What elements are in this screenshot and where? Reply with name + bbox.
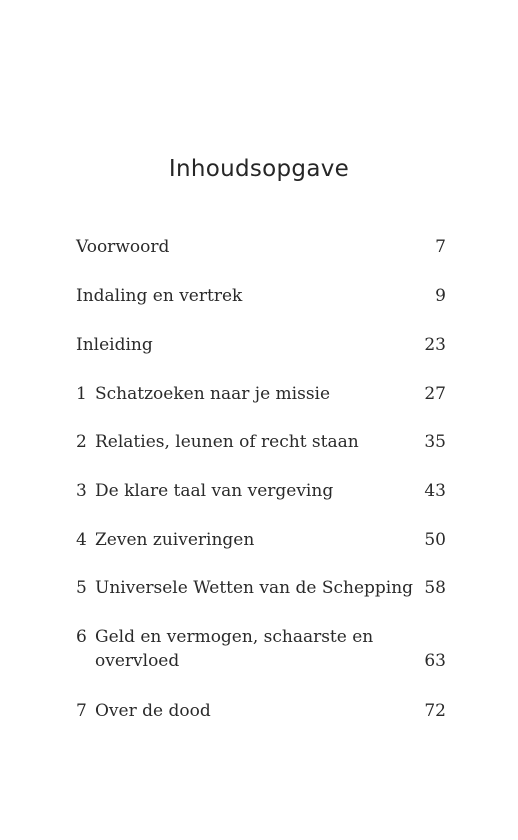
toc-entry-title	[76, 479, 446, 503]
chapter-number: 1	[76, 384, 87, 404]
toc-entry-title-line: Universele Wetten van de Schepping	[95, 578, 414, 598]
toc-entry-title-line: Geld en vermogen, schaarste en	[95, 627, 374, 647]
toc-entry-title-line: Schatzoeken naar je missie	[95, 384, 331, 404]
toc-entry-title-line: Inleiding	[76, 335, 153, 355]
toc-entry-title	[76, 284, 446, 308]
toc-entry-title-line: Indaling en vertrek	[76, 286, 243, 306]
toc-entry-title	[76, 576, 446, 600]
chapter-number: 6	[76, 627, 87, 647]
toc-entry-title-line: Zeven zuiveringen	[95, 530, 255, 550]
toc-entry-page: 58	[424, 578, 446, 598]
toc-entry-page: 63	[424, 651, 446, 671]
toc-entry-page: 50	[424, 530, 446, 550]
toc-chapter-entry	[76, 625, 446, 673]
toc-entry-title-line: De klare taal van vergeving	[95, 481, 334, 501]
toc-chapter-entry	[76, 479, 446, 503]
toc-entry-title-line: Over de dood	[95, 701, 211, 721]
toc-entry-page: 35	[424, 432, 446, 452]
toc-entry-title	[76, 382, 446, 406]
toc-entry-title-line: Relaties, leunen of recht staan	[95, 432, 359, 452]
toc-entry-title-line: Voorwoord	[76, 237, 170, 257]
toc-chapter-entry	[76, 430, 446, 454]
toc-chapter-entry	[76, 382, 446, 406]
toc-entry-title	[76, 430, 446, 454]
chapter-number: 7	[76, 701, 87, 721]
toc-chapter-entry	[76, 576, 446, 600]
toc-entry	[76, 333, 446, 357]
toc-entry-page: 9	[435, 286, 446, 306]
toc-entry-title	[76, 235, 446, 259]
toc-entry-title	[76, 699, 446, 723]
toc-entry-title	[76, 625, 446, 673]
toc-chapter-entry	[76, 699, 446, 723]
toc-entry-page: 43	[424, 481, 446, 501]
page-title: Inhoudsopgave	[168, 156, 350, 182]
toc-entry-page: 72	[424, 701, 446, 721]
toc-entry-page: 27	[424, 384, 446, 404]
toc-entry-title-line: overvloed	[95, 651, 180, 671]
chapter-number: 2	[76, 432, 87, 452]
toc-entry	[76, 235, 446, 259]
chapter-number: 5	[76, 578, 87, 598]
toc-entry-page: 7	[435, 237, 446, 257]
toc-entry-page: 23	[424, 335, 446, 355]
chapter-number: 4	[76, 530, 87, 550]
toc-entry	[76, 284, 446, 308]
toc-entry-title	[76, 333, 446, 357]
chapter-number: 3	[76, 481, 87, 501]
toc-chapter-entry	[76, 528, 446, 552]
toc-entry-title	[76, 528, 446, 552]
